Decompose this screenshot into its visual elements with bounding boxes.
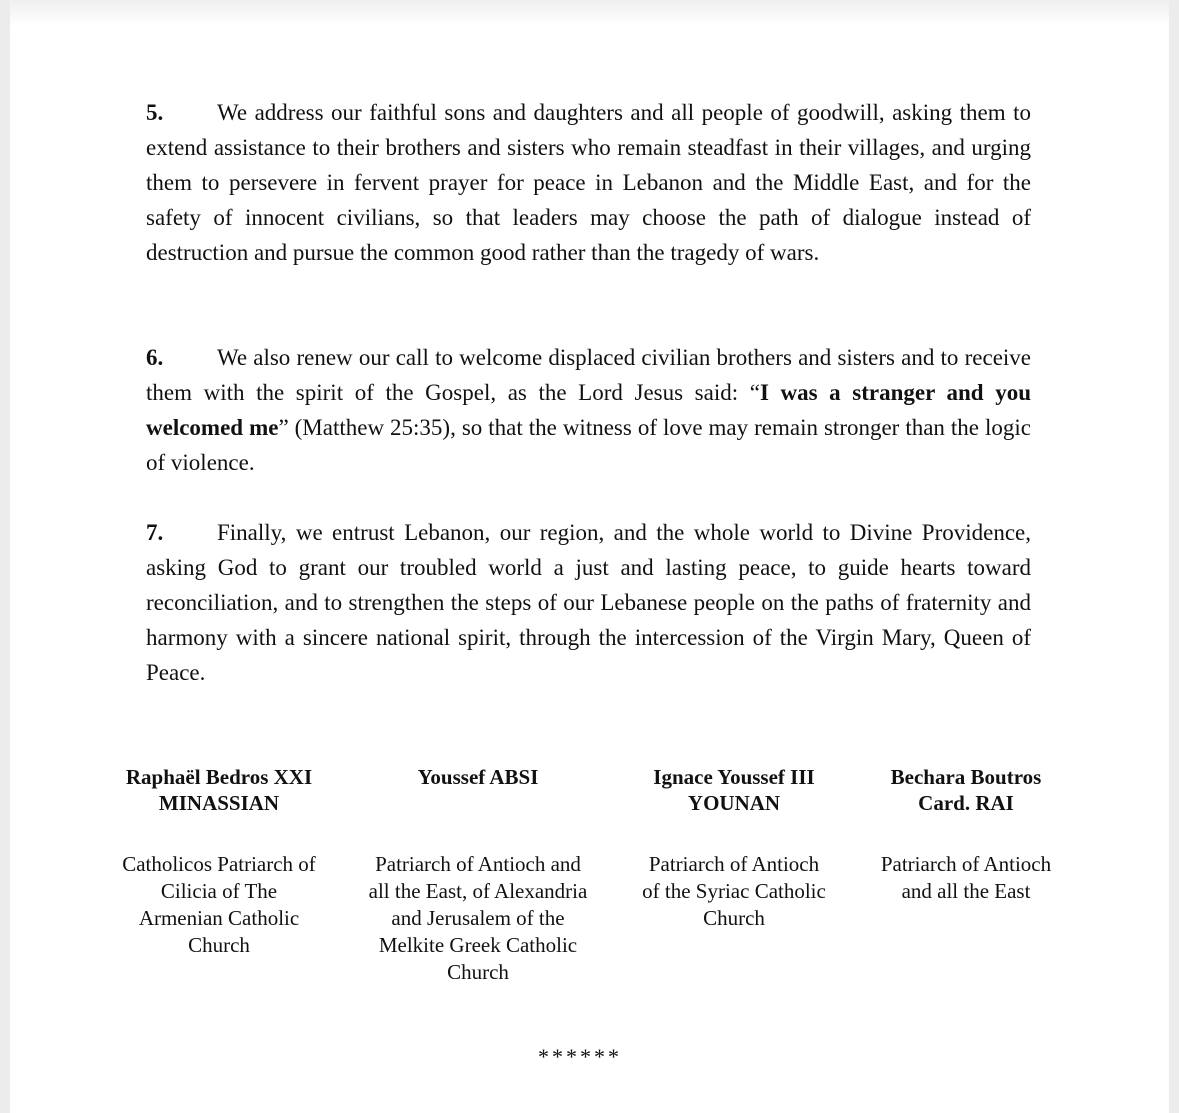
- paragraph-number: 7.: [146, 520, 164, 545]
- paragraph-text: We also renew our call to welcome displaced civilian brothers and sisters and to receive them with the spirit of the Gospel, as the Lord Jesus said: “: [146, 345, 1031, 405]
- paragraph-number: 6.: [146, 345, 164, 370]
- signatory-title: Catholicos Patriarch of Cilicia of The Armenian Catholic Church: [122, 852, 316, 957]
- closing-stars: ******: [538, 1044, 622, 1069]
- signatory-title: Patriarch of Antioch and all the East, of Alexandria and Jerusalem of the Melkite Greek Catholic Church: [368, 852, 588, 984]
- signatory-name: Raphaël Bedros XXI MINASSIAN: [125, 765, 313, 815]
- paragraph-text: We address our faithful sons and daughters and all people of goodwill, asking them to extend assistance to their brothers and sisters who remain steadfast in their villages, and urging them to persevere in fervent prayer for peace in Lebanon and the Middle East, and for the safety of innocent civilians, so that leaders may choose the path of dialogue instead of destruction and pursue the common good rather than the tragedy of wars.: [146, 100, 1031, 265]
- document-page: [10, 0, 1169, 1113]
- signatory-title: Patriarch of Antioch and all the East: [880, 852, 1052, 903]
- paragraph-text: ” (Matthew 25:35), so that the witness of love may remain stronger than the logic of violence.: [146, 415, 1031, 475]
- signatory-title: Patriarch of Antioch of the Syriac Catholic Church: [642, 852, 826, 930]
- signature-block: [862, 764, 1070, 903]
- paragraph-5: [146, 95, 1031, 270]
- paragraph-text: Finally, we entrust Lebanon, our region, and the whole world to Divine Providence, asking God to grant our troubled world a just and lasting peace, to guide hearts toward reconciliation, and to strengthen the steps of our Lebanese people on the paths of fraternity and harmony with a sincere national spirit, through the intercession of the Virgin Mary, Queen of Peace.: [146, 520, 1031, 685]
- signatory-name: Ignace Youssef III YOUNAN: [653, 765, 815, 815]
- signatory-name: Youssef ABSI: [417, 765, 539, 789]
- signatory-name: Bechara Boutros Card. RAI: [890, 765, 1042, 815]
- scripture-quote: I was a stranger and you welcomed me: [146, 380, 1031, 440]
- paragraph-number: 5.: [146, 100, 164, 125]
- signature-block: [105, 764, 333, 957]
- signature-block: [350, 764, 606, 984]
- page-top-shadow: [10, 0, 1169, 26]
- paragraph-7: [146, 515, 1031, 690]
- paragraph-6: [146, 340, 1031, 480]
- signature-block: [624, 764, 844, 930]
